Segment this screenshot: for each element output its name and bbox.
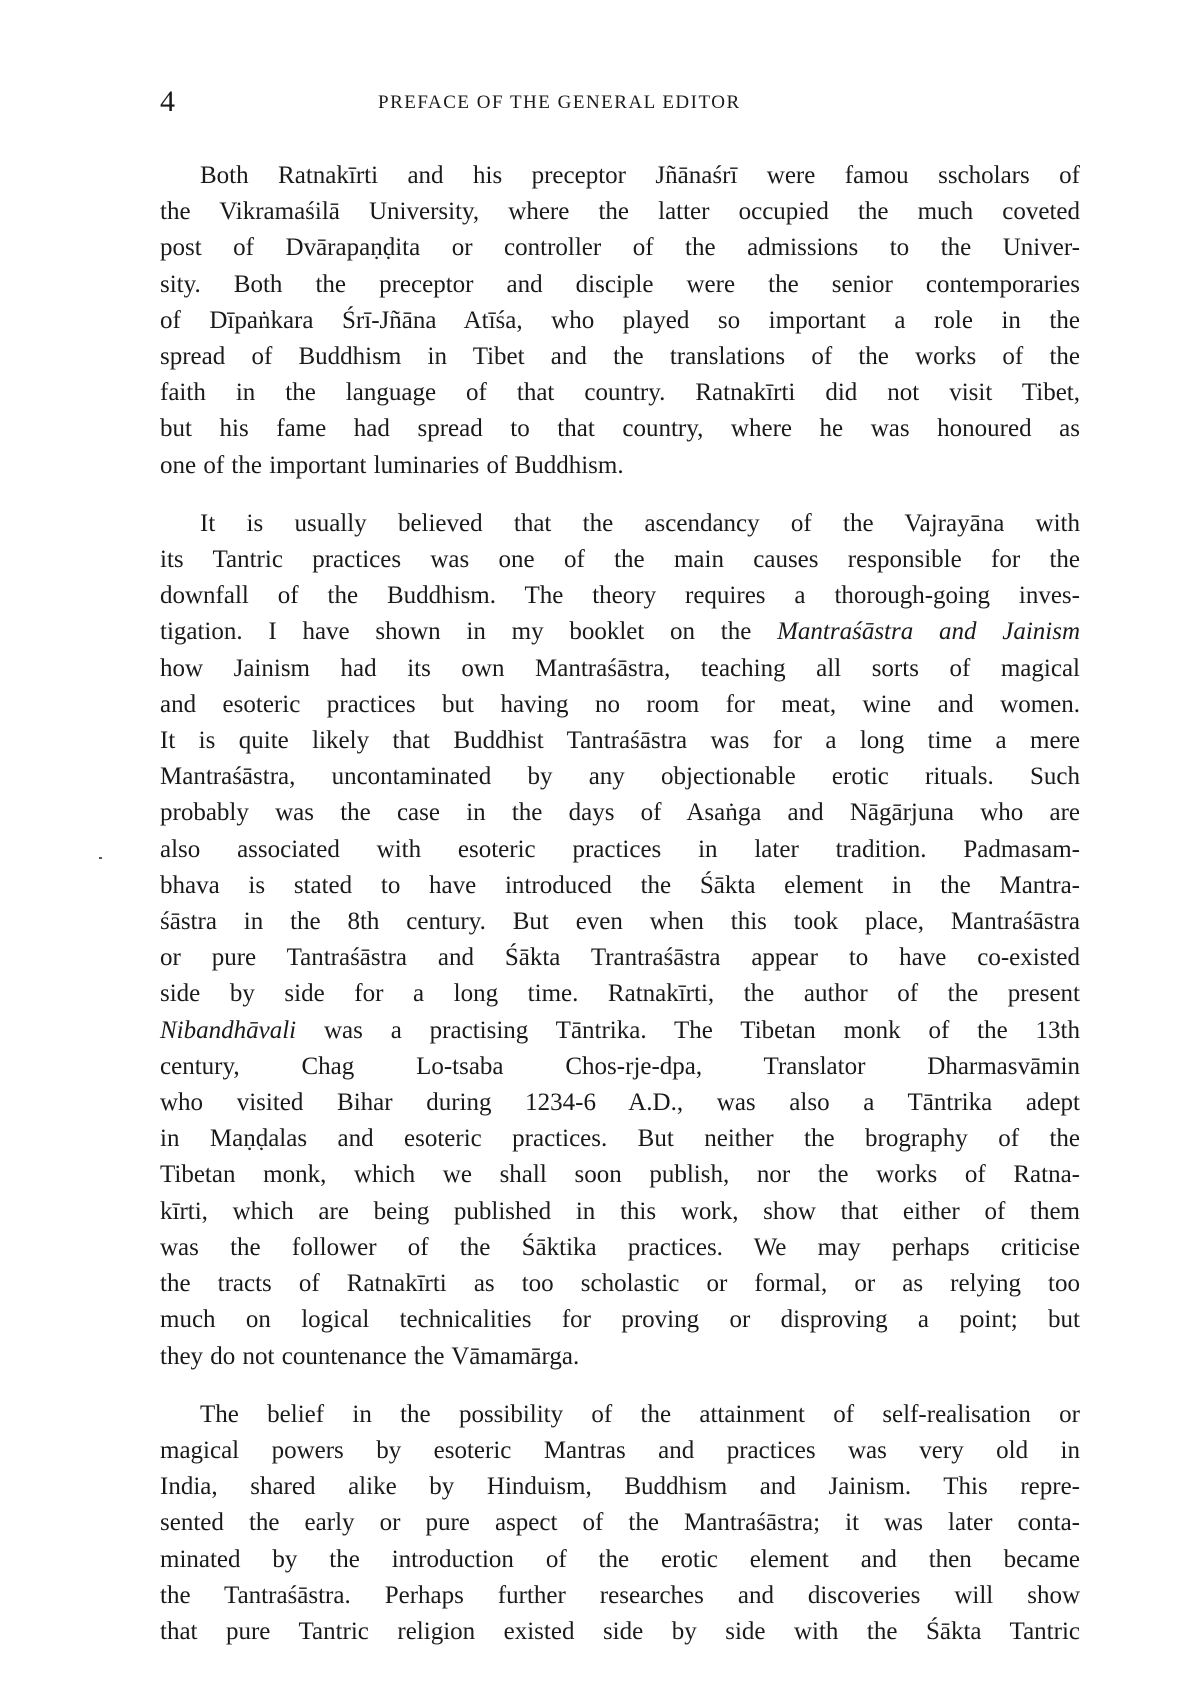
text-line: of Dīpaṅkara Śrī-Jñāna Atīśa, who played so important a role in the xyxy=(160,306,1080,334)
text-line: much on logical technicalities for proving or disproving a point; but xyxy=(160,1306,1080,1334)
text-line: also associated with esoteric practices in later tradition. Padmasam- xyxy=(160,835,1080,863)
text-line: sity. Both the preceptor and disciple were the senior contemporaries xyxy=(160,270,1080,298)
scan-speck xyxy=(99,857,102,859)
text-line: Tibetan monk, which we shall soon publish, nor the works of Ratna- xyxy=(160,1161,1080,1189)
paragraph-3 xyxy=(160,1397,1080,1650)
text-line xyxy=(160,1013,1080,1049)
body-text xyxy=(160,158,1080,1650)
book-title-italic: Mantraśāstra and Jainism xyxy=(777,618,1080,646)
text-segment: tigation. I have shown in my booklet on the xyxy=(160,618,778,646)
text-line: or pure Tantraśāstra and Śākta Trantraśāstra appear to have co-existed xyxy=(160,944,1080,972)
paragraph-2 xyxy=(160,506,1080,1375)
work-title-italic: Nibandhāvali xyxy=(160,1016,297,1044)
paragraph-1 xyxy=(160,158,1080,484)
text-line: faith in the language of that country. Ratnakīrti did not visit Tibet, xyxy=(160,379,1080,407)
text-line xyxy=(160,614,1080,650)
text-line: the Tantraśāstra. Perhaps further researches and discoveries will show xyxy=(160,1581,1080,1609)
text-line: minated by the introduction of the erotic element and then became xyxy=(160,1545,1080,1573)
text-line: the Vikramaśilā University, where the latter occupied the much coveted xyxy=(160,198,1080,226)
page-number: 4 xyxy=(160,85,175,118)
text-line: one of the important luminaries of Buddhism. xyxy=(160,451,624,479)
text-line: spread of Buddhism in Tibet and the translations of the works of the xyxy=(160,343,1080,371)
text-line: that pure Tantric religion existed side by side with the Śākta Tantric xyxy=(160,1617,1080,1645)
text-line: It is quite likely that Buddhist Tantraśāstra was for a long time a mere xyxy=(160,727,1080,755)
text-line: It is usually believed that the ascendancy of the Vajrayāna with xyxy=(200,509,1080,537)
text-line: śāstra in the 8th century. But even when this took place, Mantraśāstra xyxy=(160,908,1080,936)
text-line: in Maṇḍalas and esoteric practices. But neither the brography of the xyxy=(160,1125,1080,1153)
text-line: was the follower of the Śāktika practices. We may perhaps criticise xyxy=(160,1233,1080,1261)
text-line: magical powers by esoteric Mantras and practices was very old in xyxy=(160,1436,1080,1464)
text-line: probably was the case in the days of Asaṅga and Nāgārjuna who are xyxy=(160,799,1080,827)
text-line: bhava is stated to have introduced the Śākta element in the Mantra- xyxy=(160,871,1080,899)
text-line: but his fame had spread to that country, where he was honoured as xyxy=(160,415,1080,443)
text-line: side by side for a long time. Ratnakīrti, the author of the present xyxy=(160,980,1080,1008)
text-line: kīrti, which are being published in this work, show that either of them xyxy=(160,1197,1080,1225)
text-line: post of Dvārapaṇḍita or controller of the admissions to the Univer- xyxy=(160,234,1080,262)
text-line: how Jainism had its own Mantraśāstra, teaching all sorts of magical xyxy=(160,654,1080,682)
text-line: who visited Bihar during 1234-6 A.D., was also a Tāntrika adept xyxy=(160,1089,1080,1117)
text-line: downfall of the Buddhism. The theory requires a thorough-going inves- xyxy=(160,582,1080,610)
text-line: century, Chag Lo-tsaba Chos-rje-dpa, Translator Dharmasvāmin xyxy=(160,1052,1080,1080)
running-head xyxy=(160,84,1080,134)
text-line: its Tantric practices was one of the main causes responsible for the xyxy=(160,546,1080,574)
text-line: Mantraśāstra, uncontaminated by any objectionable erotic rituals. Such xyxy=(160,763,1080,791)
running-title: PREFACE OF THE GENERAL EDITOR xyxy=(378,92,741,113)
text-line: The belief in the possibility of the attainment of self-realisation or xyxy=(200,1400,1080,1428)
text-segment: was a practising Tāntrika. The Tibetan monk of the 13th xyxy=(296,1016,1080,1044)
book-page xyxy=(160,84,1080,1672)
text-line: India, shared alike by Hinduism, Buddhism and Jainism. This repre- xyxy=(160,1473,1080,1501)
text-line: the tracts of Ratnakīrti as too scholastic or formal, or as relying too xyxy=(160,1270,1080,1298)
text-line: and esoteric practices but having no room for meat, wine and women. xyxy=(160,690,1080,718)
text-line: Both Ratnakīrti and his preceptor Jñānaśrī were famou sscholars of xyxy=(200,162,1080,189)
text-line: they do not countenance the Vāmamārga. xyxy=(160,1342,580,1370)
text-line: sented the early or pure aspect of the Mantraśāstra; it was later conta- xyxy=(160,1509,1080,1537)
